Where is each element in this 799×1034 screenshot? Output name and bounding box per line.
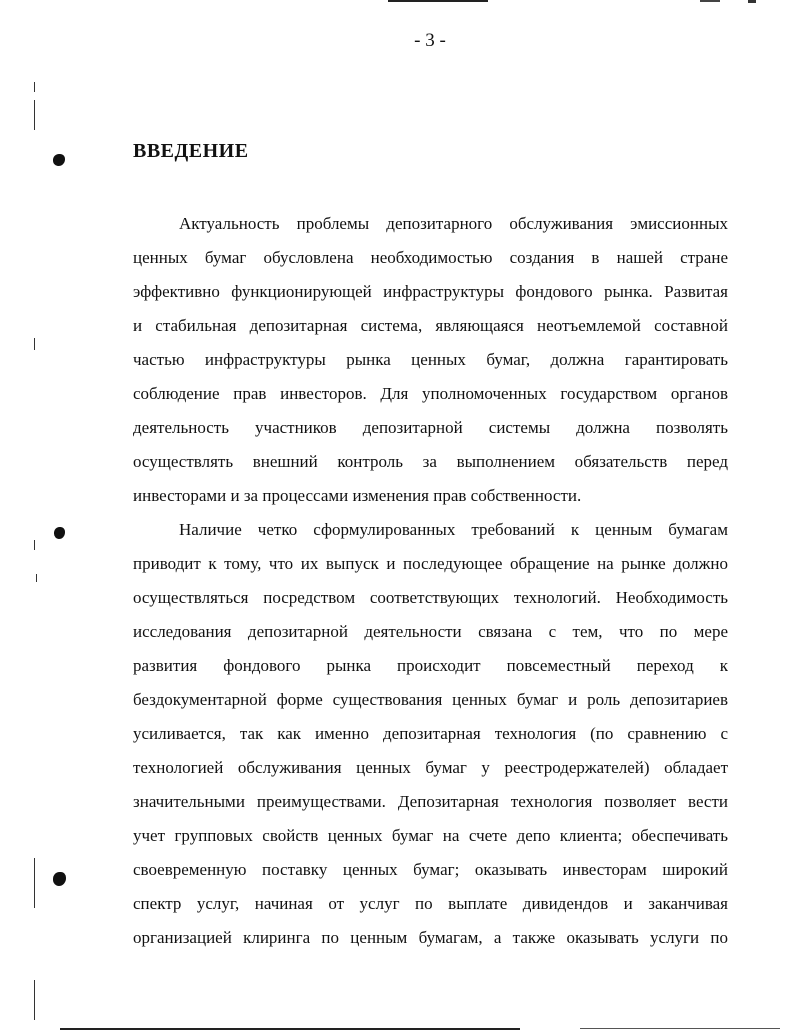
scan-margin-mark xyxy=(34,82,35,92)
text-line: бездокументарной форме существования ценных бумаг и роль депозитариев xyxy=(133,690,728,709)
scan-margin-mark xyxy=(34,980,35,1020)
text-line: частью инфраструктуры рынка ценных бумаг, должна гарантировать xyxy=(133,350,728,369)
scan-margin-mark xyxy=(34,858,35,908)
text-line: исследования депозитарной деятельности связана с тем, что по мере xyxy=(133,622,728,641)
text-line: деятельность участников депозитарной системы должна позволять xyxy=(133,418,728,437)
punch-hole-mark xyxy=(53,154,65,166)
text-line: учет групповых свойств ценных бумаг на счете депо клиента; обеспечивать xyxy=(133,826,728,845)
text-line: соблюдение прав инвесторов. Для уполномоченных государством органов xyxy=(133,384,728,403)
scan-edge-line xyxy=(388,0,488,2)
text-line: осуществлять внешний контроль за выполнением обязательств перед xyxy=(133,452,728,471)
text-line: ценных бумаг обусловлена необходимостью создания в нашей стране xyxy=(133,248,728,267)
paragraph-1 xyxy=(133,207,728,513)
text-line: развития фондового рынка происходит повсеместный переход к xyxy=(133,656,728,675)
scan-edge-line xyxy=(60,1028,520,1030)
text-line: эффективно функционирующей инфраструктуры фондового рынка. Развитая xyxy=(133,282,728,301)
paragraph-2 xyxy=(133,513,728,955)
text-line: осуществляться посредством соответствующих технологий. Необходимость xyxy=(133,588,728,607)
section-heading: ВВЕДЕНИЕ xyxy=(133,140,249,162)
text-line: Актуальность проблемы депозитарного обслуживания эмиссионных xyxy=(179,214,728,233)
scan-margin-mark xyxy=(36,574,37,582)
text-line: инвесторами и за процессами изменения прав собственности. xyxy=(133,486,582,505)
punch-hole-mark xyxy=(53,872,66,886)
text-line: значительными преимуществами. Депозитарная технология позволяет вести xyxy=(133,792,728,811)
page-number: - 3 - xyxy=(414,30,446,51)
scan-edge-line xyxy=(700,0,720,2)
scan-edge-line xyxy=(748,0,756,3)
text-line: своевременную поставку ценных бумаг; оказывать инвесторам широкий xyxy=(133,860,728,879)
text-line: организацией клиринга по ценным бумагам, а также оказывать услуги по xyxy=(133,928,728,947)
text-line: и стабильная депозитарная система, являющаяся неотъемлемой составной xyxy=(133,316,728,335)
punch-hole-mark xyxy=(54,527,65,539)
text-line: усиливается, так как именно депозитарная технология (по сравнению с xyxy=(133,724,728,743)
scan-margin-mark xyxy=(34,100,35,130)
text-line: технологией обслуживания ценных бумаг у реестродержателей) обладает xyxy=(133,758,728,777)
scan-margin-mark xyxy=(34,540,35,550)
text-line: приводит к тому, что их выпуск и последующее обращение на рынке должно xyxy=(133,554,728,573)
scan-edge-line xyxy=(580,1028,780,1029)
scan-margin-mark xyxy=(34,338,35,350)
text-line: Наличие четко сформулированных требований к ценным бумагам xyxy=(179,520,728,539)
text-line: спектр услуг, начиная от услуг по выплате дивидендов и заканчивая xyxy=(133,894,728,913)
